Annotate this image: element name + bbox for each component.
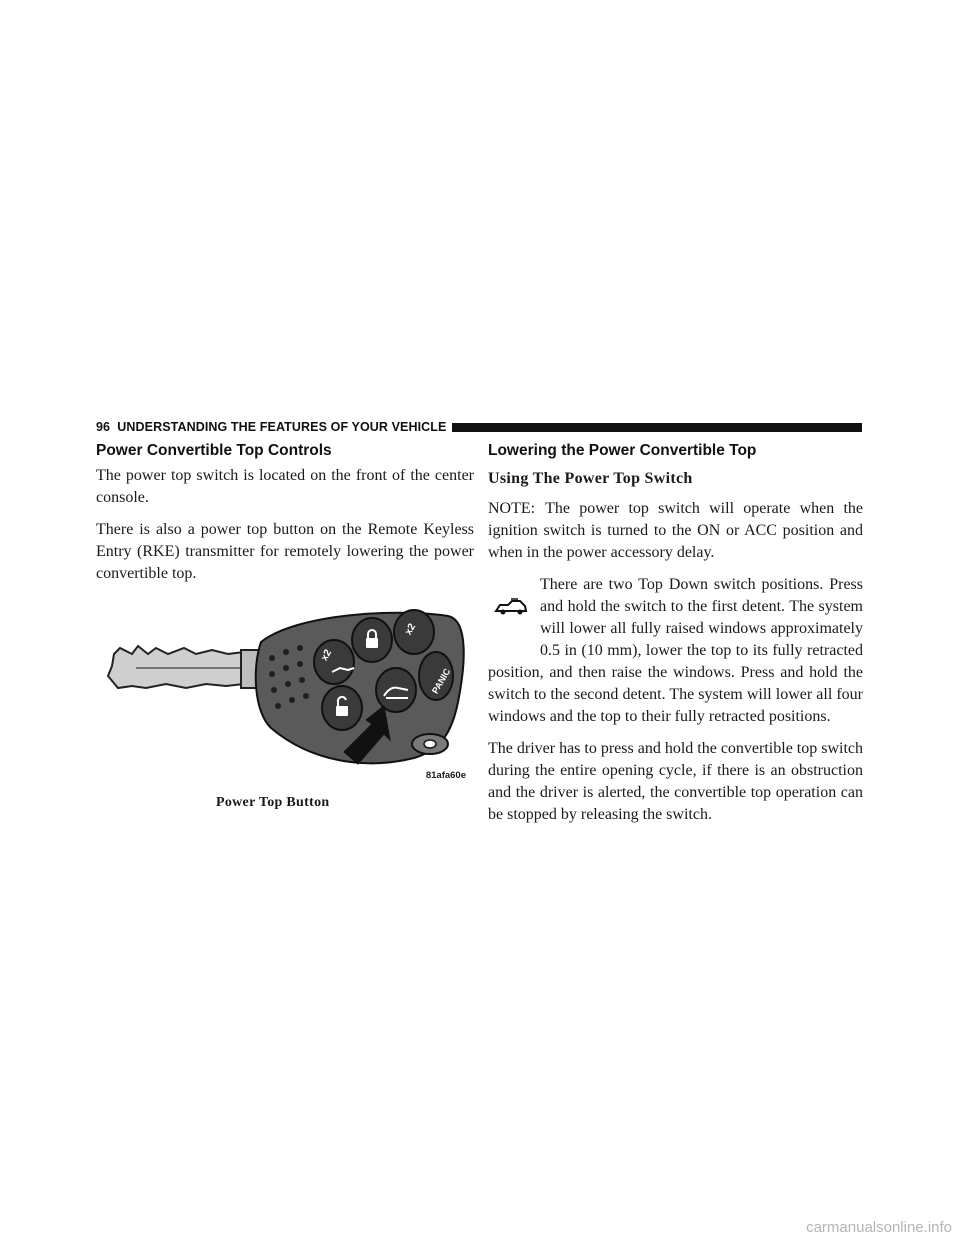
fob-button-remote-start [314,640,354,684]
note-paragraph [488,498,863,564]
key-blade [108,646,244,688]
paragraph-opening-cycle: The driver has to press and hold the convertible top switch during the entire opening cycle, if there is an obstruction and the driver is alerted, the convertible top operation can be stopped by releasing the switch. [488,740,864,823]
fob-button-power-top [376,668,416,712]
section-title: UNDERSTANDING THE FEATURES OF YOUR VEHICLE [117,420,447,434]
fob-label-x2-a: x2 [319,647,335,663]
section-heading-lowering: Lowering the Power Convertible Top [488,442,757,459]
key-fob-figure [96,602,474,812]
left-column [96,442,474,595]
paragraph-top-down-positions: There are two Top Down switch positions. Press and hold the switch to the first detent. The system will lower all fully raised windows approximately 0.5 in (10 mm), lower the top to its fully retracted position, and then raise the windows. Press and hold the switch to the second detent. The system will lower all four windows and the top to their fully retracted positions. [488,576,863,725]
section-heading-controls: Power Convertible Top Controls [96,442,332,459]
note-text: The power top switch will operate when the ignition switch is turned to the ON or ACC position and when in the power accessory delay. [488,500,863,561]
fob-label-x2-b: x2 [403,621,419,637]
key-fob-illustration [96,602,474,792]
page-header-text [96,420,446,434]
fob-label-panic: PANIC [430,666,453,696]
figure-code: 81afa60e [425,770,466,781]
figure-caption: Power Top Button [216,795,330,810]
lock-icon [366,638,378,648]
unlock-icon [336,706,348,716]
paragraph-rke-button: There is also a power top button on the Remote Keyless Entry (RKE) transmitter for remotely lowering the power convertible top. [96,521,474,582]
page-header [96,420,862,434]
page-number: 96 [96,420,111,434]
subheading-power-top-switch: Using The Power Top Switch [488,470,693,487]
paragraph-switch-location: The power top switch is located on the front of the center console. [96,467,474,506]
note-label: NOTE: [488,500,536,517]
watermark: carmanualsonline.info [806,1219,952,1236]
header-rule [452,423,862,432]
convertible-switch-icon [488,574,534,662]
right-column [488,442,863,836]
top-down-paragraph [488,574,863,728]
